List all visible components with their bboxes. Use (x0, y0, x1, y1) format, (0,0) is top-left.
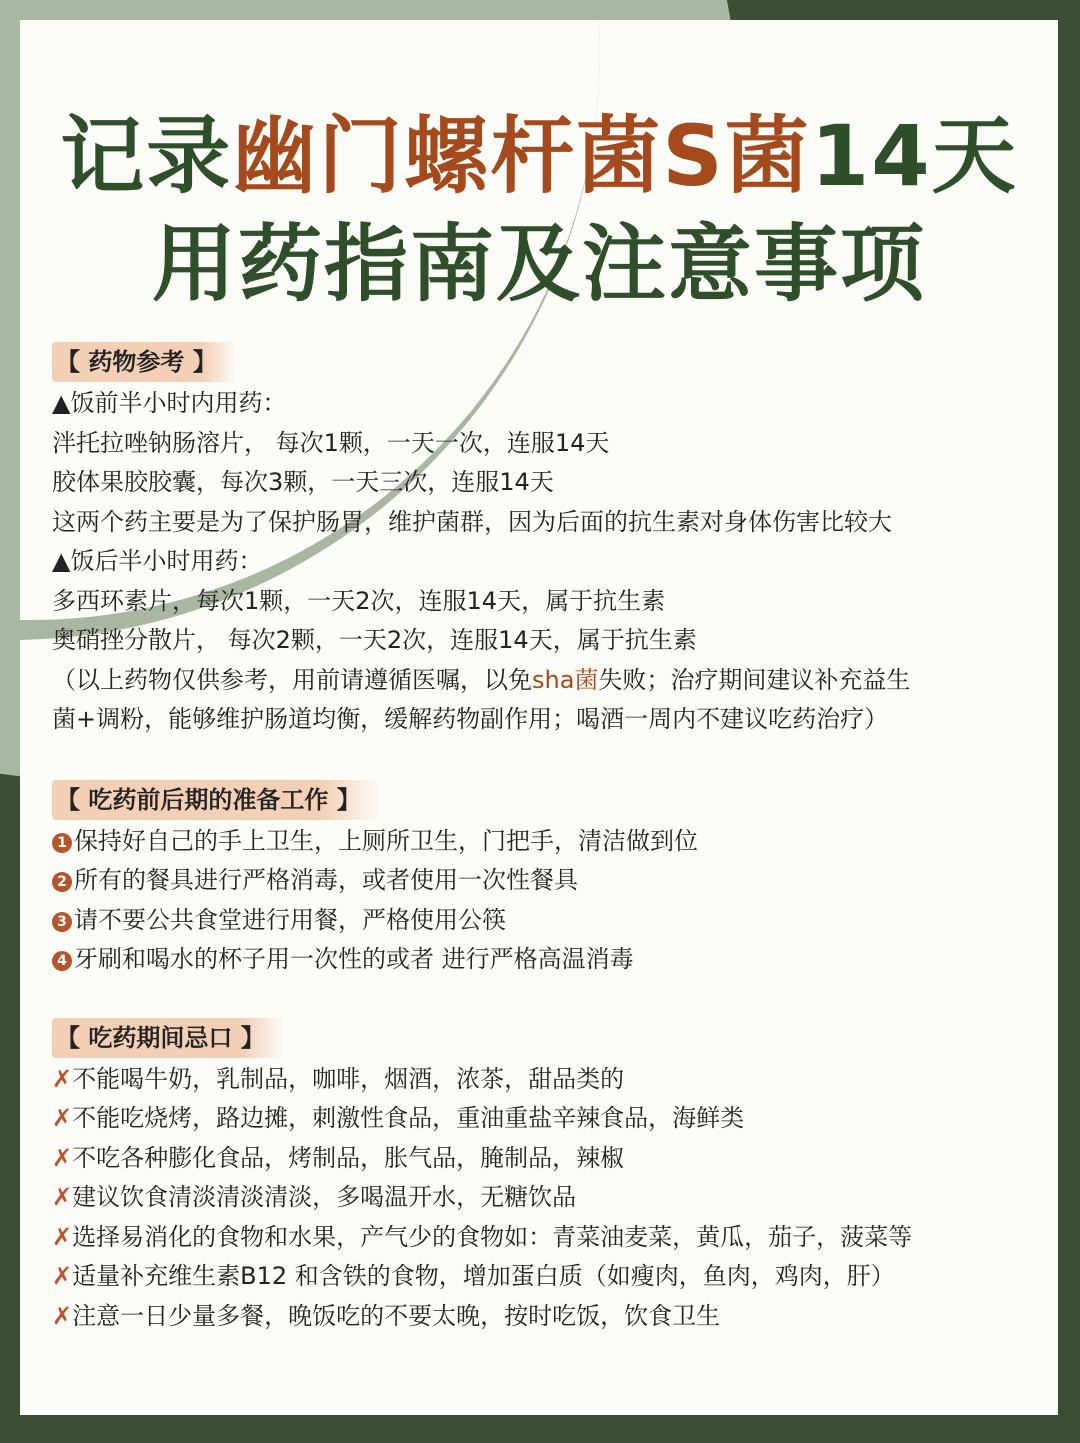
title-part-accent: 幽门螺杆菌S菌 (232, 107, 811, 205)
list-item (52, 1139, 1042, 1179)
list-item-text: 适量补充维生素B12 和含铁的食物，增加蛋白质（如瘦肉，鱼肉，鸡肉，肝） (72, 1262, 895, 1290)
list-item (52, 1297, 1042, 1337)
number-badge-icon: 2 (52, 872, 72, 892)
cross-icon: ✗ (52, 1301, 73, 1330)
medicine-item: 多西环素片，每次1颗，一天2次，连服14天，属于抗生素 (52, 586, 666, 615)
list-item-text: 保持好自己的手上卫生，上厕所卫生，门把手，清洁做到位 (74, 826, 698, 855)
list-item-text: 不能喝牛奶，乳制品，咖啡，烟酒，浓茶，甜品类的 (72, 1064, 625, 1093)
cross-icon: ✗ (52, 1262, 73, 1290)
list-item-text: 建议饮食清淡清淡清淡，多喝温开水，无糖饮品 (72, 1183, 577, 1211)
title-line-2: 用药指南及注意事项 (151, 215, 926, 313)
note-highlight: sha菌 (532, 665, 599, 694)
list-item (52, 1178, 1042, 1218)
content-body (52, 342, 1042, 1336)
list-item (52, 1099, 1042, 1139)
before-meal-label: ▲饭前半小时内用药： (52, 389, 287, 417)
list-item (52, 822, 1042, 862)
title-part-c: 14天 (810, 107, 1018, 205)
cross-icon: ✗ (52, 1222, 73, 1251)
list-item-text: 不能吃烧烤，路边摊，刺激性食品，重油重盐辛辣食品，海鲜类 (72, 1104, 745, 1132)
list-item (52, 940, 1042, 980)
list-item (52, 901, 1042, 941)
number-badge-icon: 4 (52, 951, 72, 971)
medicine-item: 奥硝挫分散片， 每次2颗，一天2次，连服14天，属于抗生素 (52, 626, 697, 654)
medicine-note (52, 661, 1042, 701)
cross-icon: ✗ (52, 1183, 73, 1211)
note-text: （以上药物仅供参考，用前请遵循医嘱，以免 (52, 665, 532, 694)
section-heading-preparation: 【 吃药前后期的准备工作 】 (52, 780, 379, 820)
medicine-item: 泮托拉唑钠肠溶片， 每次1颗，一天一次，连服14天 (52, 428, 610, 457)
list-item-text: 请不要公共食堂进行用餐，严格使用公筷 (74, 905, 506, 934)
cross-icon: ✗ (52, 1064, 73, 1093)
section-heading-medicine: 【 药物参考 】 (52, 342, 235, 382)
number-badge-icon: 3 (52, 912, 72, 932)
spacer (52, 980, 1042, 1018)
medicine-note: 菌+调粉，能够维护肠道均衡，缓解药物副作用；喝酒一周内不建议吃药治疗） (52, 705, 889, 733)
list-item-text: 所有的餐具进行严格消毒，或者使用一次性餐具 (74, 866, 578, 894)
list-item-text: 牙刷和喝水的杯子用一次性的或者 进行严格高温消毒 (74, 945, 634, 973)
number-badge-icon: 1 (52, 833, 72, 853)
list-item (52, 1060, 1042, 1100)
cross-icon: ✗ (52, 1143, 73, 1172)
list-item-text: 选择易消化的食物和水果，产气少的食物如：青菜油麦菜，黄瓜，茄子，菠菜等 (72, 1222, 913, 1251)
note-text: 失败；治疗期间建议补充益生 (598, 665, 911, 694)
list-item (52, 861, 1042, 901)
title-line-1 (20, 102, 1058, 210)
spacer (52, 740, 1042, 780)
medicine-item: 这两个药主要是为了保护肠胃，维护菌群，因为后面的抗生素对身体伤害比较大 (52, 507, 892, 536)
list-item-text: 不吃各种膨化食品，烤制品，胀气品，腌制品，辣椒 (72, 1143, 625, 1172)
list-item (52, 1218, 1042, 1258)
after-meal-label: ▲饭后半小时用药： (52, 547, 263, 575)
title-part-a: 记录 (60, 107, 233, 205)
medicine-item: 胶体果胶胶囊，每次3颗，一天三次，连服14天 (52, 468, 554, 496)
section-heading-diet: 【 吃药期间忌口 】 (52, 1018, 283, 1058)
cross-icon: ✗ (52, 1104, 73, 1132)
list-item (52, 1257, 1042, 1297)
list-item-text: 注意一日少量多餐，晚饭吃的不要太晚，按时吃饭，饮食卫生 (72, 1301, 721, 1330)
page-title (20, 102, 1058, 318)
